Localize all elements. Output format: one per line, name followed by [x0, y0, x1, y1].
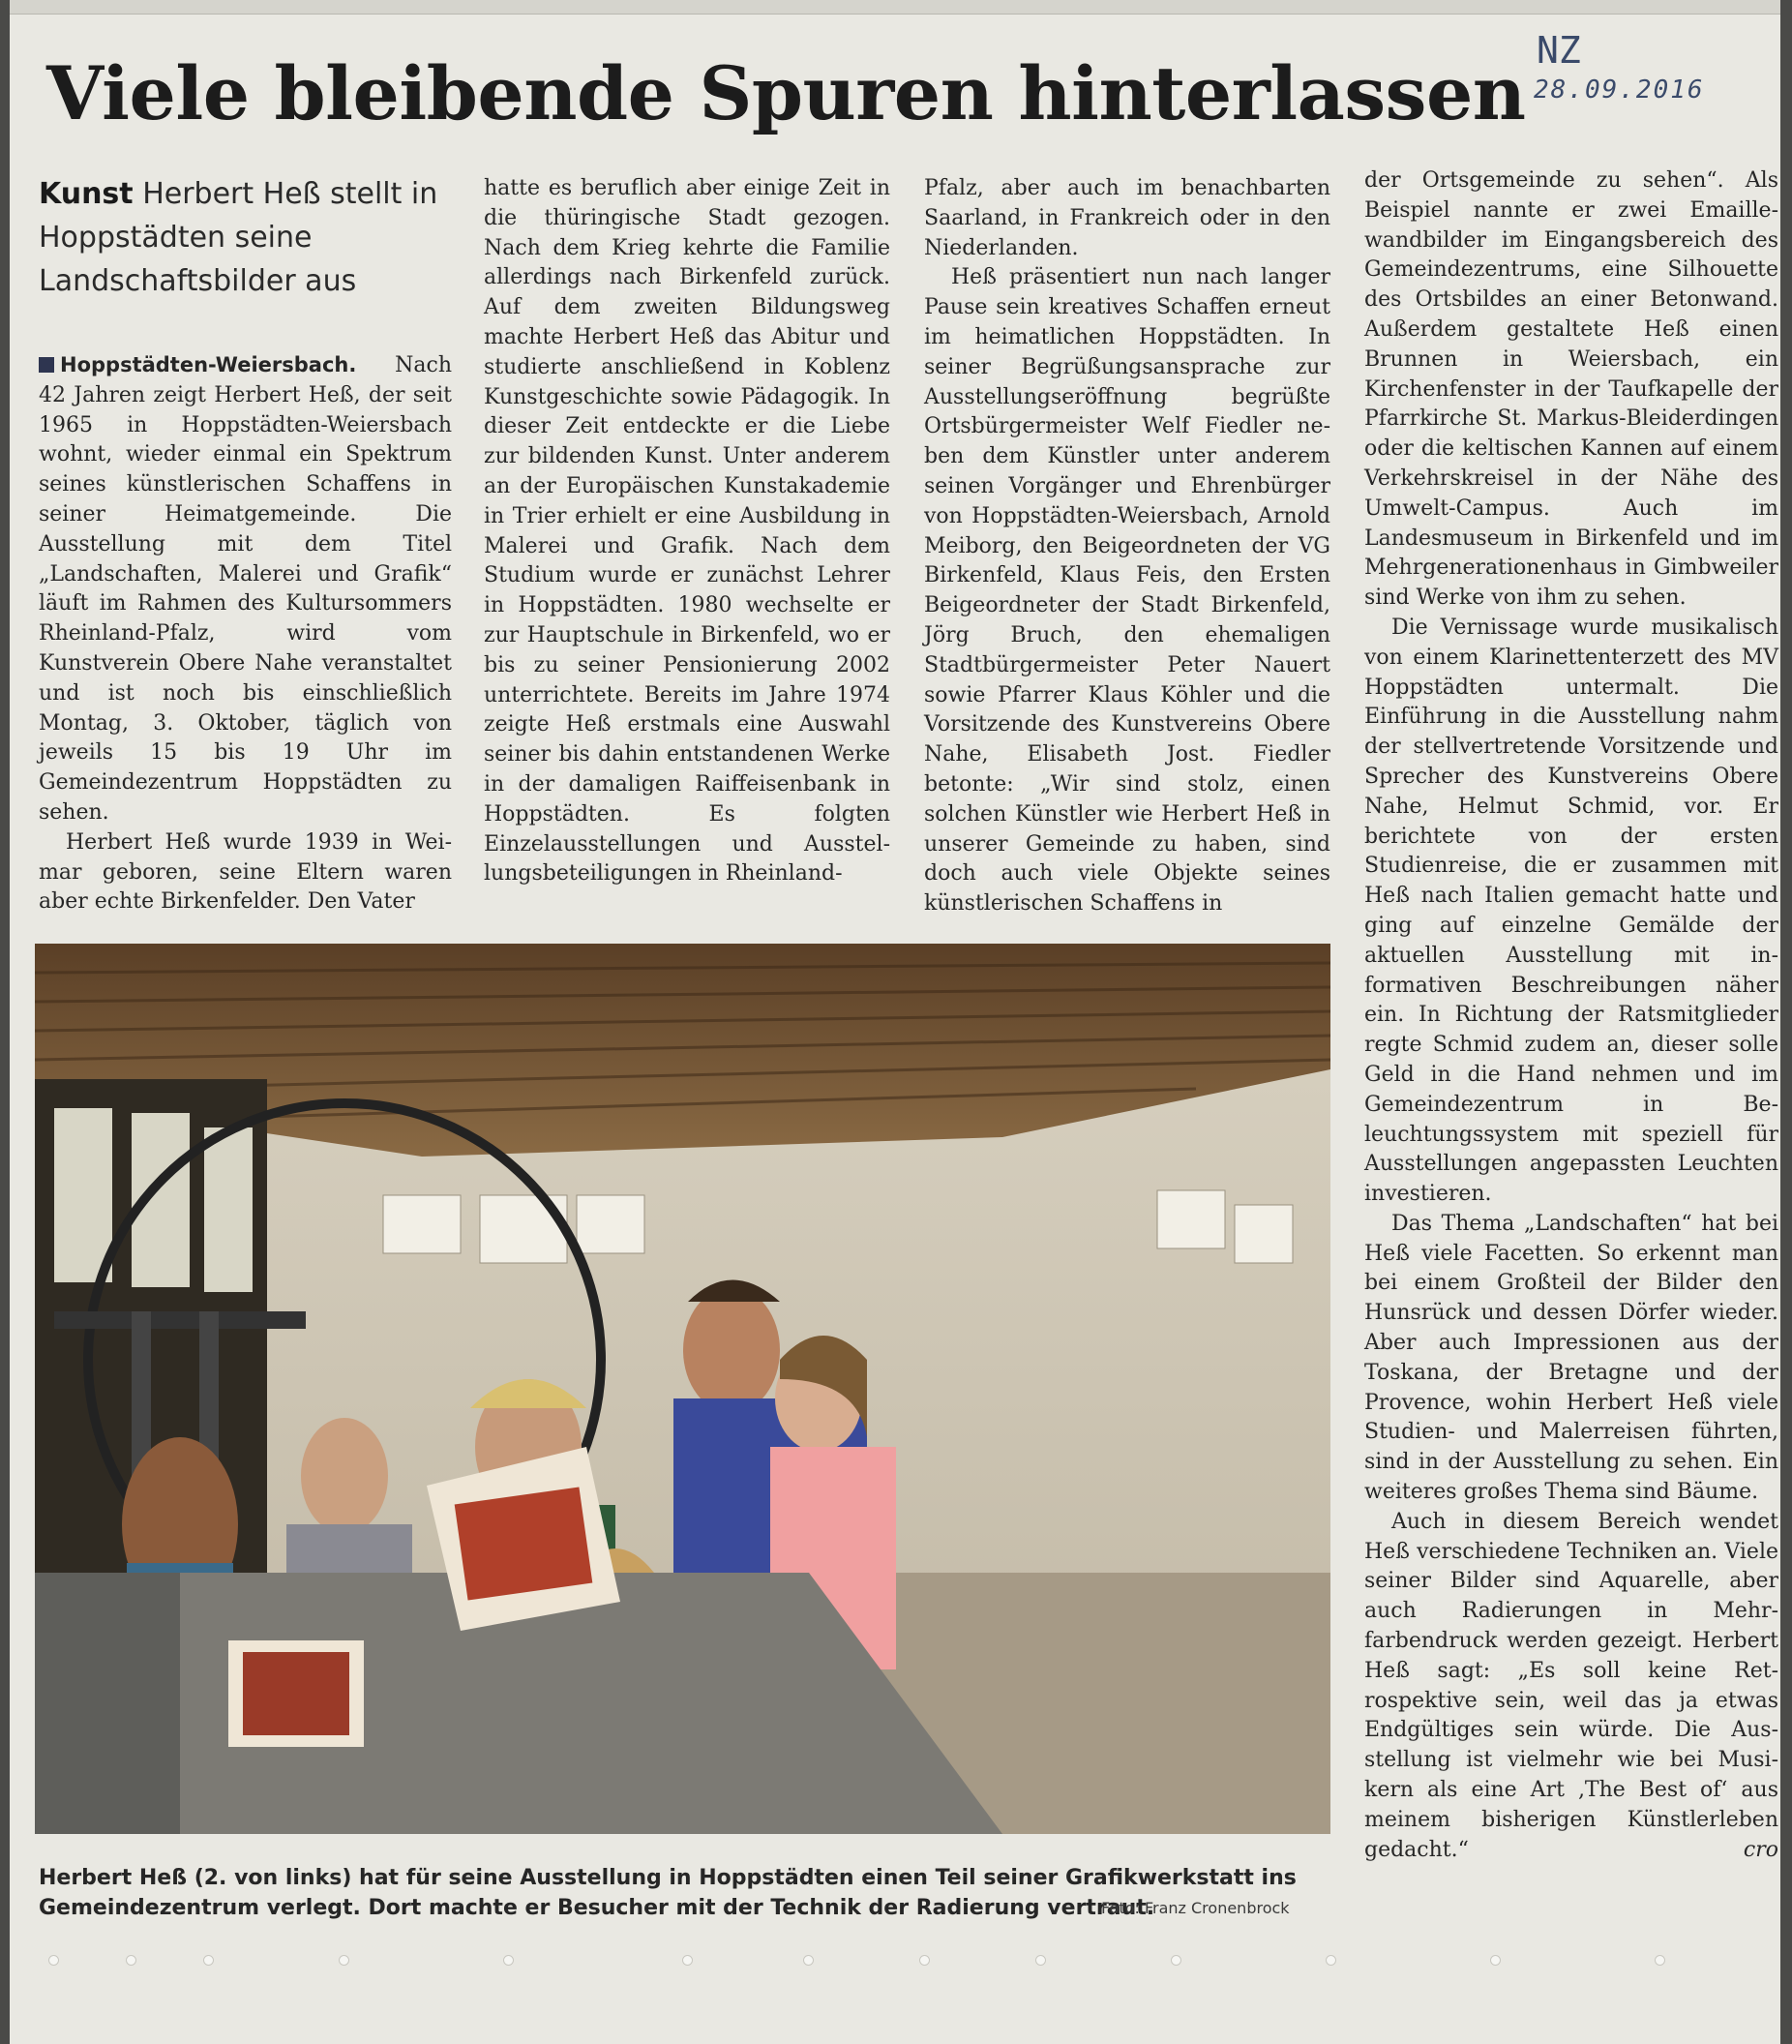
fold-edge: [10, 0, 1780, 15]
paragraph: Herbert Heß wurde 1939 in Weimar geboren, seine Eltern waren aber echte Birkenfelder. Den Vater: [39, 829, 452, 915]
article-column-3: [924, 174, 1330, 919]
punch-hole: [203, 1955, 214, 1966]
handwritten-date: 28.09.2016: [1534, 75, 1705, 105]
article-column-1: [39, 350, 452, 917]
paragraph: Das Thema „Landschaften“ hat bei Heß viele Facetten. So erkennt man bei einem Großteil der Bilder den Hunsrück und dessen Dörfer wieder. Aber auch Impressionen aus der Toskana, der Bretagne und der Provence, wohin Herbert Heß viele Studien- und Malerreisen führten, sind in der Ausstellung zu sehen. Ein weiteres großes Thema sind Bäume.: [1364, 1211, 1778, 1505]
photo-credit: Foto: Franz Cronenbrock: [1101, 1899, 1290, 1917]
punch-hole: [126, 1955, 136, 1966]
rubric: Kunst: [39, 177, 134, 211]
binder-holes: [48, 1955, 1751, 1974]
paragraph: hatte es beruflich aber einige Zeit in die thüringische Stadt gezogen. Nach dem Krieg kehrte die Familie allerdings nach Birkenfeld zurück. Auf dem zweiten Bildungsweg machte Herbert Heß das Abitur und studierte anschließend in Koblenz Kunstgeschichte sowie Pädagogik. In dieser Zeit entdeckte er die Liebe zur bildenden Kunst. Unter anderem an der Europäischen Kunstakademie in Trier erhielt er eine Ausbildung in Malerei und Grafik. Nach dem Studium wurde er zunächst Lehrer in Hoppstädten. 1980 wechselte er zur Hauptschule in Birkenfeld, wo er bis zu seiner Pensionierung 2002 unterrichtete. Bereits im Jahre 1974 zeigte Heß erstmals eine Auswahl seiner bis dahin entstandenen Werke in der damaligen Raiffeisenbank in Hoppstädten. Es folgten Einzelausstellungen und Ausstellungsbeteiligungen in Rheinland-: [484, 176, 890, 887]
punch-hole: [682, 1955, 693, 1966]
punch-hole: [48, 1955, 59, 1966]
punch-hole: [1326, 1955, 1336, 1966]
article-photo: [35, 944, 1330, 1834]
author-signature: cro: [1743, 1838, 1778, 1863]
paragraph: [39, 350, 452, 828]
bullet-square-icon: [39, 357, 54, 373]
punch-hole: [919, 1955, 930, 1966]
punch-hole: [1171, 1955, 1181, 1966]
punch-hole: [503, 1955, 514, 1966]
photo-illustration: [35, 944, 1330, 1834]
punch-hole: [1655, 1955, 1665, 1966]
paragraph: Die Vernissage wurde musikalisch von einem Klarinettenterzett des MV Hoppstädten untermalt. Die Einführung in die Ausstellung nahm der stellvertretende Vorsitzende und Sprecher des Kunstvereins Obere Nahe, Helmut Schmid, vor. Er berichtete von der ersten Studienreise, die er zusammen mit Heß nach Italien gemacht hatte und ging auf einzelne Gemälde der aktuellen Ausstellung mit informativen Beschreibungen näher ein. In Richtung der Ratsmitglieder regte Schmid zudem an, dieser solle Geld in die Hand nehmen und im Gemeindezentrum in Beleuchtungssystem mit speziell für Ausstellungen angepassten Leuchten investieren.: [1364, 615, 1778, 1207]
article-column-2: [484, 174, 890, 889]
paragraph: Auch in diesem Bereich wendet Heß verschiedene Techniken an. Viele seiner Bilder sind Aquarelle, aber auch Radierungen in Mehrfarbendruck werden gezeigt. Herbert Heß sagt: „Es soll keine Retrospektive sein, weil das ja etwas Endgültiges sein würde. Die Ausstellung ist vielmehr wie bei Musikern als eine Art ‚The Best of‘ aus meinem bisherigen Künstlerleben gedacht.“: [1364, 1509, 1778, 1862]
paragraph: Pfalz, aber auch im benachbarten Saarland, in Frankreich oder in den Niederlanden.: [924, 176, 1330, 260]
handwritten-publication: NZ: [1537, 29, 1581, 72]
headline: Viele bleibende Spuren hinterlassen: [46, 50, 1526, 136]
dateline: Hoppstädten-Weiersbach.: [60, 353, 357, 376]
newspaper-clipping: [10, 0, 1780, 2044]
article-column-4: [1364, 166, 1778, 1866]
punch-hole: [339, 1955, 349, 1966]
photo-caption: Herbert Heß (2. von links) hat für seine Ausstellung in Hoppstädten einen Teil seiner Grafikwerkstatt ins Gemeindezentrum verlegt. Dort machte er Besucher mit der Technik der Radierung vertraut.: [39, 1866, 1297, 1920]
punch-hole: [1490, 1955, 1501, 1966]
subheadline: [39, 172, 445, 303]
paragraph-text: Nach 42 Jahren zeigt Herbert Heß, der seit 1965 in Hoppstädten-Weiersbach wohnt, wieder einmal ein Spektrum seines künstlerischen Schaffens in seiner Heimatgemeinde. Die Ausstellung mit dem Titel „Landschaften, Malerei und Grafik“ läuft im Rahmen des Kultursommers Rheinland-Pfalz, wird vom Kunstverein Obere Nahe veranstaltet und ist noch bis einschließlich Montag, 3. Oktober, täglich von jeweils 15 bis 19 Uhr im Gemeindezentrum Hoppstädten zu sehen.: [39, 353, 452, 825]
subheadline-text: Herbert Heß stellt in Hoppstädten seine Landschaftsbilder aus: [39, 177, 438, 298]
paragraph: Heß präsentiert nun nach langer Pause sein kreatives Schaffen erneut im heimatlichen Hoppstädten. In seiner Begrüßungsansprache zur Ausstellungseröffnung begrüßte Ortsbürgermeister Welf Fiedler neben dem Künstler unter anderem seinen Vorgänger und Ehrenbürger von Hoppstädten-Weiersbach, Arnold Meiborg, den Beigeordneten der VG Birkenfeld, Klaus Feis, den Ersten Beigeordneter der Stadt Birkenfeld, Jörg Bruch, den ehemaligen Stadtbürgermeister Peter Nauert sowie Pfarrer Klaus Köhler und die Vorsitzende des Kunstvereins Obere Nahe, Elisabeth Jost. Fiedler betonte: „Wir sind stolz, einen solchen Künstler wie Herbert Heß in unserer Gemeinde zu haben, sind doch auch viele Objekte seines künstlerischen Schaffens in: [924, 265, 1330, 917]
punch-hole: [1035, 1955, 1046, 1966]
paragraph: der Ortsgemeinde zu sehen“. Als Beispiel nannte er zwei Emaillewandbilder im Eingangsbereich des Gemeindezentrums, eine Silhouette des Ortsbildes an einer Betonwand. Außerdem gestaltete Heß einen Brunnen in Weiersbach, ein Kirchenfenster in der Taufkapelle der Pfarrkirche St. Markus-Bleiderdingen oder die keltischen Kannen auf einem Verkehrskreisel in der Nähe des Umwelt-Campus. Auch im Landesmuseum in Birkenfeld und im Mehrgenerationenhaus in Gimbweiler sind Werke von ihm zu sehen.: [1364, 168, 1778, 611]
punch-hole: [803, 1955, 814, 1966]
